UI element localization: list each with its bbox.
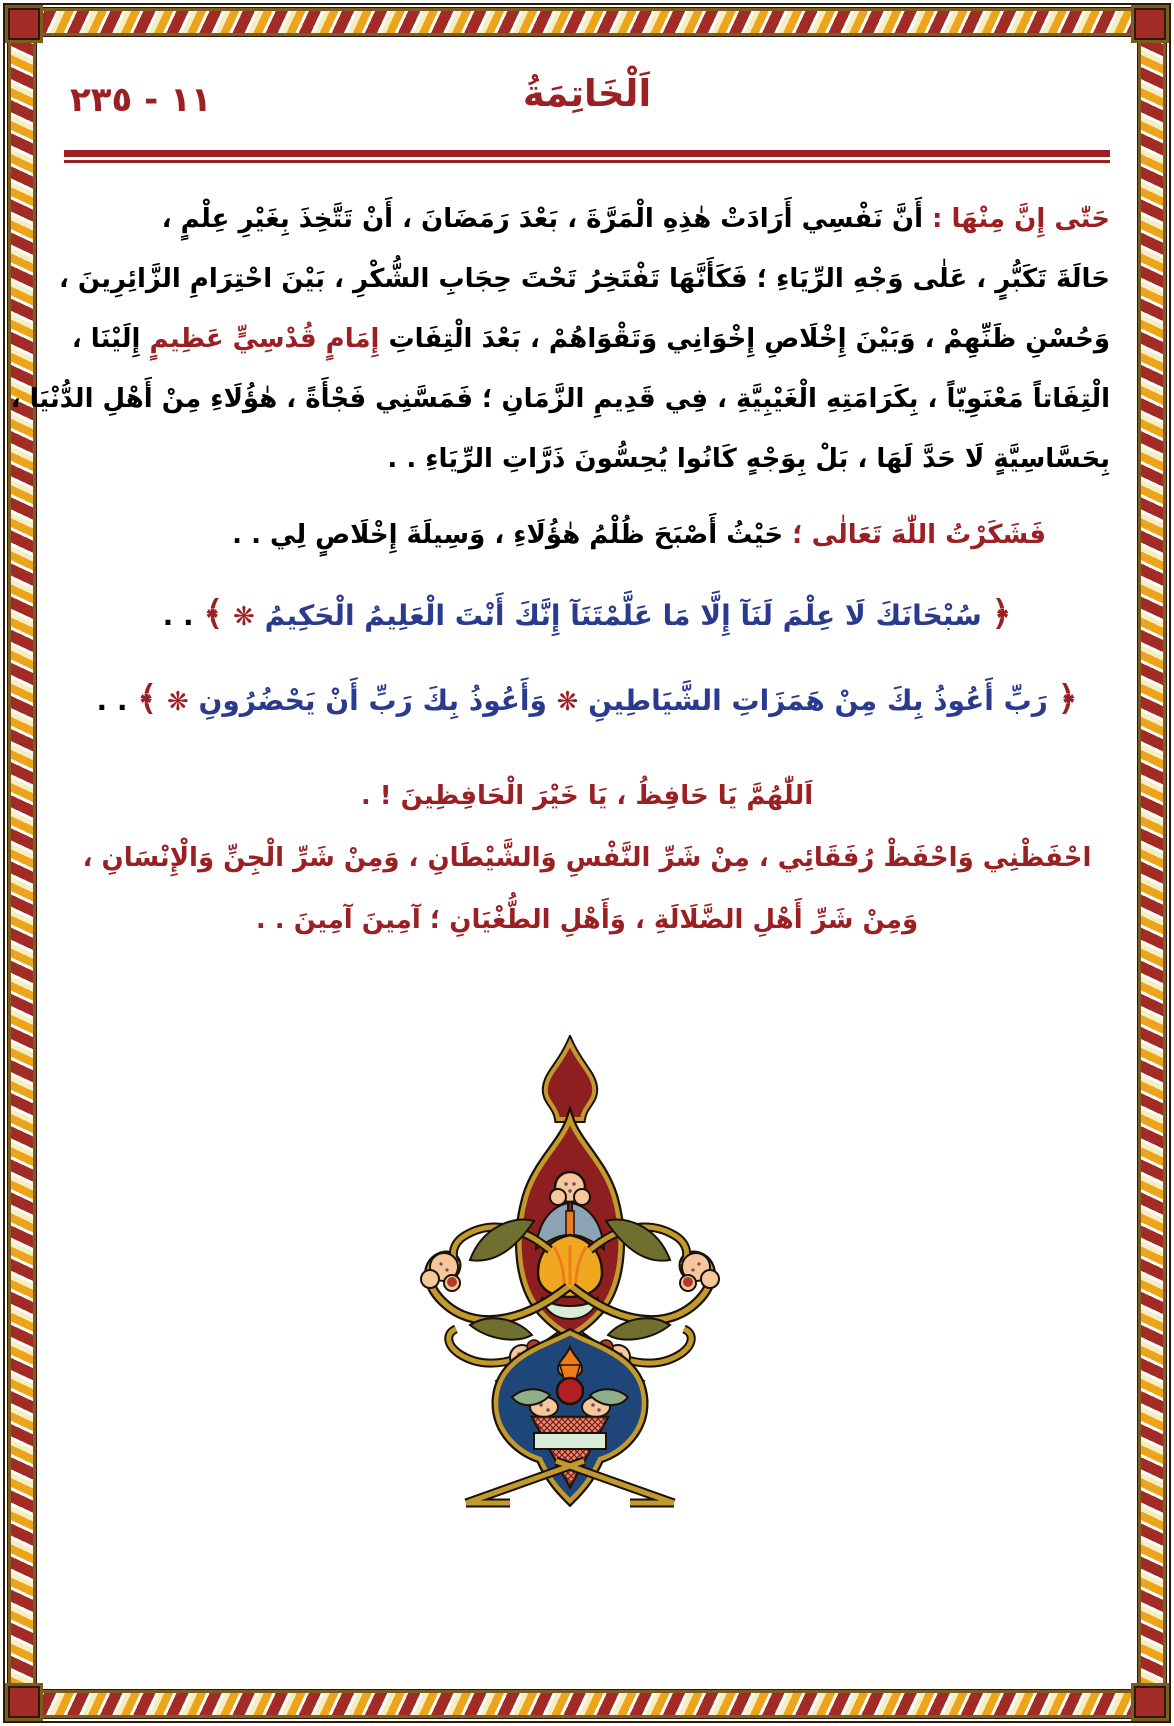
frame-corner-bottomright	[1134, 1686, 1166, 1718]
paragraph1-line3-b: إِلَيْنَا ،	[71, 324, 150, 354]
ayah-rosette-icon: ❋	[233, 602, 255, 632]
verse1-text: سُبْحَانَكَ لَا عِلْمَ لَنَآ إِلَّا مَا عَلَّمْتَنَآ إِنَّكَ أَنْتَ الْعَلِيمُ الْحَكِيمُ	[264, 599, 982, 632]
frame-corner-topleft	[8, 8, 40, 40]
paragraph1-line1-rest: أَنَّ نَفْسِي أَرَادَتْ هٰذِهِ الْمَرَّةَ ، بَعْدَ رَمَضَانَ ، أَنْ تَتَّخِذَ بِغَيْرِ عِلْمٍ ،	[161, 204, 923, 234]
page-title: اَلْخَاتِمَةُ	[522, 72, 652, 115]
supplication-line-2: احْفَظْنِي وَاحْفَظْ رُفَقَائِي ، مِنْ شَرِّ النَّفْسِ وَالشَّيْطَانِ ، وَمِنْ شَرِّ الْجِنِّ وَالْإِنْسَانِ ،	[82, 843, 1092, 873]
header-divider	[64, 150, 1110, 163]
verse1-trailing-dots: . .	[162, 599, 204, 632]
ornate-open-bracket-icon: ﴿	[1057, 679, 1078, 719]
paragraph1-line3	[64, 309, 1110, 369]
floral-tailpiece-ornament	[400, 1035, 740, 1515]
quran-verse-1	[64, 573, 1110, 658]
paragraph2-line	[64, 505, 1110, 565]
page-content	[10, 62, 1110, 951]
paragraph1-line5: بِحَسَّاسِيَّةٍ لَا حَدَّ لَهَا ، بَلْ بِوَجْهٍ كَانُوا يُحِسُّونَ ذَرَّاتِ الرِّيَاءِ . .	[387, 444, 1110, 474]
paragraph2-lead: فَشَكَرْتُ اللّٰهَ تَعَالٰى ؛	[783, 520, 1046, 550]
ornate-close-bracket-icon: ﴾	[203, 594, 224, 634]
paragraph2-rest: حَيْثُ أَصْبَحَ ظُلْمُ هٰؤُلَاءِ ، وَسِيلَةَ إِخْلَاصٍ لِي . .	[232, 520, 784, 550]
ornate-open-bracket-icon: ﴿	[991, 594, 1012, 634]
paragraph1-lead: حَتّٰى إِنَّ مِنْهَا :	[922, 204, 1110, 234]
paragraph1-line3-a: وَحُسْنِ ظَنِّهِمْ ، وَبَيْنَ إِخْلَاصِ إِخْوَانِي وَتَقْوَاهُمْ ، بَعْدَ الْتِفَاتِ	[379, 324, 1110, 354]
paragraph1-line1	[64, 189, 1110, 249]
header-divider-thick-line	[64, 150, 1110, 157]
supplication-line-3: وَمِنْ شَرِّ أَهْلِ الضَّلَالَةِ ، وَأَهْلِ الطُّغْيَانِ ؛ آمِينَ آمِينَ . .	[255, 905, 919, 935]
ayah-rosette-icon: ❋	[556, 687, 579, 717]
header-divider-thin-line	[64, 160, 1110, 163]
paragraph1-line2: حَالَةَ تَكَبُّرٍ ، عَلٰى وَجْهِ الرِّيَاءِ ؛ فَكَأَنَّهَا تَفْتَخِرُ تَحْتَ حِجَابِ الشُّكْرِ ، بَيْنَ احْتِرَامِ الزَّائِرِينَ ،	[58, 264, 1110, 294]
body-text	[10, 189, 1110, 951]
ayah-rosette-icon: ❋	[166, 687, 189, 717]
ornate-close-bracket-icon: ﴾	[137, 679, 158, 719]
quran-verse-2	[64, 658, 1110, 743]
page-header	[64, 62, 1110, 140]
supplication-line-1: اَللّٰهُمَّ يَا حَافِظُ ، يَا خَيْرَ الْحَافِظِينَ ! .	[360, 781, 814, 811]
paragraph1-line4: الْتِفَاتاً مَعْنَوِيّاً ، بِكَرَامَتِهِ الْغَيْبِيَّةِ ، فِي قَدِيمِ الزَّمَانِ ؛ فَمَسَّنِي فَجْأَةً ، هٰؤُلَاءِ مِنْ أَهْلِ الدُّنْيَا ،	[10, 384, 1110, 414]
frame-corner-topright	[1134, 8, 1166, 40]
paragraph1-line3-highlight: إِمَامٍ قُدْسِيٍّ عَظِيمٍ	[149, 324, 380, 354]
frame-right-border	[1138, 8, 1166, 1718]
verse2-text-b: وَأَعُوذُ بِكَ رَبِّ أَنْ يَحْضُرُونِ	[198, 684, 547, 717]
frame-bottom-border	[8, 1690, 1166, 1718]
frame-left-border	[8, 8, 36, 1718]
verse2-text-a: رَبِّ أَعُوذُ بِكَ مِنْ هَمَزَاتِ الشَّيَاطِينِ	[588, 684, 1048, 717]
frame-top-border	[8, 8, 1166, 36]
verse2-trailing-dots: . .	[96, 684, 138, 717]
frame-corner-bottomleft	[8, 1686, 40, 1718]
page-number: ١١ - ٢٣٥	[70, 80, 212, 120]
